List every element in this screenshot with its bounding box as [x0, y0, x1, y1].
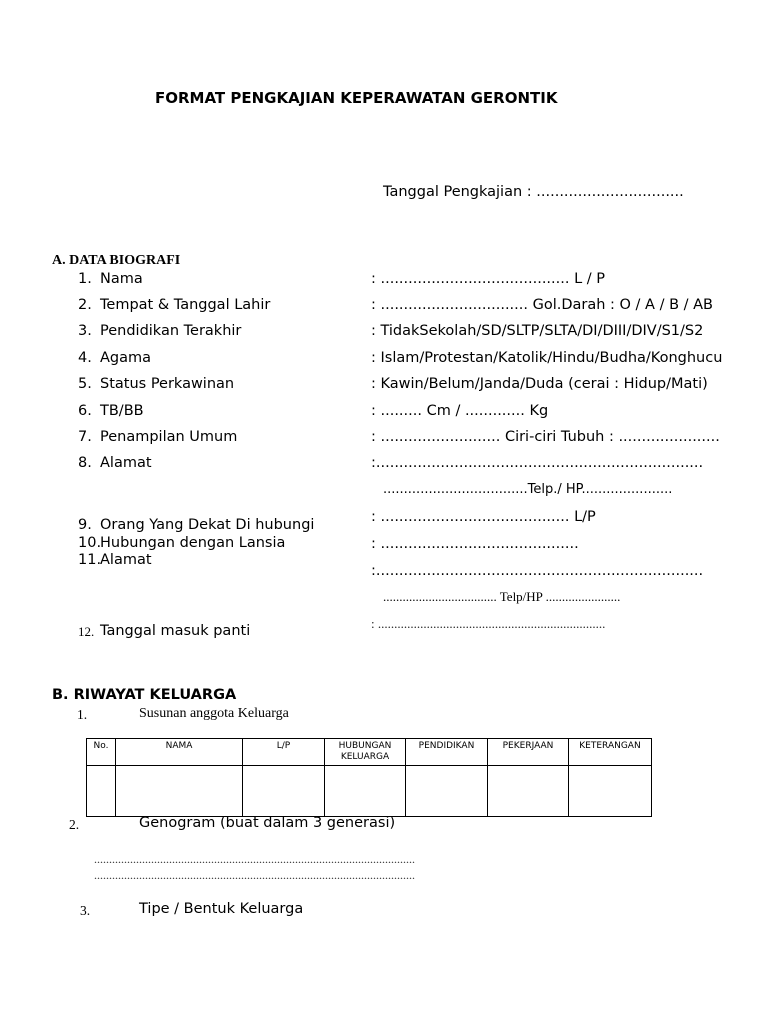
- table-cell[interactable]: [325, 766, 406, 817]
- biodata-num: 4.: [78, 350, 92, 366]
- table-cell[interactable]: [87, 766, 116, 817]
- table-cell[interactable]: [488, 766, 569, 817]
- biodata-num: 7.: [78, 429, 92, 445]
- biodata-value: : ......... Cm / ............. Kg: [371, 403, 549, 419]
- biodata-value: : Islam/Protestan/Katolik/Hindu/Budha/Konghucu: [371, 350, 723, 366]
- column-header: HUBUNGAN KELUARGA: [325, 739, 406, 766]
- biodata-num: 9.: [78, 517, 92, 533]
- riwayat-item-num: 1.: [77, 707, 88, 722]
- biodata-num: 12.: [78, 624, 95, 639]
- biodata-num: 2.: [78, 297, 92, 313]
- biodata-num: 6.: [78, 403, 92, 419]
- biodata-value: :.......................................................................: [371, 455, 704, 471]
- biodata-label: Alamat: [100, 455, 152, 471]
- tanggal-pengkajian: Tanggal Pengkajian : ................................: [383, 184, 684, 200]
- biodata-num: 10.: [78, 535, 102, 551]
- dotted-line: ...........................................................................................................: [94, 852, 415, 866]
- biodata-label: Agama: [100, 350, 152, 366]
- column-header: PENDIDIKAN: [406, 739, 488, 766]
- biodata-num: 3.: [78, 323, 92, 339]
- biodata-label: Tempat & Tanggal Lahir: [100, 297, 271, 313]
- riwayat-item-num: 2.: [69, 817, 80, 832]
- biodata-value: : TidakSekolah/SD/SLTP/SLTA/DI/DIII/DIV/S1/S2: [371, 323, 704, 339]
- table-cell[interactable]: [569, 766, 652, 817]
- riwayat-item-label: Genogram (buat dalam 3 generasi): [139, 815, 396, 831]
- riwayat-item-label: Susunan anggota Keluarga: [139, 706, 289, 721]
- biodata-value: : ...........................................: [371, 536, 579, 552]
- biodata-num: 5.: [78, 376, 92, 392]
- biodata-label: Pendidikan Terakhir: [100, 323, 242, 339]
- biodata-value: : .......................... Ciri-ciri Tubuh : ......................: [371, 429, 720, 445]
- dotted-line: ...........................................................................................................: [94, 868, 415, 882]
- section-a-heading: A. DATA BIOGRAFI: [52, 253, 181, 268]
- biodata-label: Tanggal masuk panti: [100, 623, 251, 639]
- biodata-value: : ................................ Gol.Darah : O / A / B / AB: [371, 297, 713, 313]
- biodata-num: 1.: [78, 271, 92, 287]
- biodata-value: : Kawin/Belum/Janda/Duda (cerai : Hidup/Mati): [371, 376, 708, 392]
- table-header-row: [87, 739, 652, 766]
- table-row: [87, 766, 652, 817]
- biodata-num: 8.: [78, 455, 92, 471]
- biodata-value: : ......................................... L/P: [371, 509, 596, 525]
- riwayat-item-label: Tipe / Bentuk Keluarga: [139, 901, 304, 917]
- biodata-value: : ......................................... L / P: [371, 271, 606, 287]
- riwayat-item-num: 3.: [80, 903, 91, 918]
- biodata-label: Nama: [100, 271, 143, 287]
- biodata-label: Status Perkawinan: [100, 376, 235, 392]
- biodata-num: 11.: [78, 552, 102, 568]
- biodata-value: : ......................................................................: [371, 616, 606, 631]
- table-cell[interactable]: [406, 766, 488, 817]
- table-cell[interactable]: [116, 766, 243, 817]
- biodata-value: ...................................Telp./ HP......................: [383, 482, 673, 497]
- biodata-label: Hubungan dengan Lansia: [100, 535, 286, 551]
- column-header: No.: [87, 739, 116, 766]
- column-header: PEKERJAAN: [488, 739, 569, 766]
- table-cell[interactable]: [243, 766, 325, 817]
- biodata-label: Alamat: [100, 552, 152, 568]
- family-table: [86, 738, 652, 817]
- section-b-heading: B. RIWAYAT KELUARGA: [52, 687, 237, 703]
- biodata-label: TB/BB: [100, 403, 144, 419]
- biodata-label: Orang Yang Dekat Di hubungi: [100, 517, 315, 533]
- column-header: L/P: [243, 739, 325, 766]
- page-title: FORMAT PENGKAJIAN KEPERAWATAN GERONTIK: [155, 89, 558, 107]
- column-header: NAMA: [116, 739, 243, 766]
- biodata-label: Penampilan Umum: [100, 429, 238, 445]
- biodata-value: ................................... Telp/HP .......................: [383, 589, 621, 604]
- biodata-value: :.......................................................................: [371, 563, 704, 579]
- column-header: KETERANGAN: [569, 739, 652, 766]
